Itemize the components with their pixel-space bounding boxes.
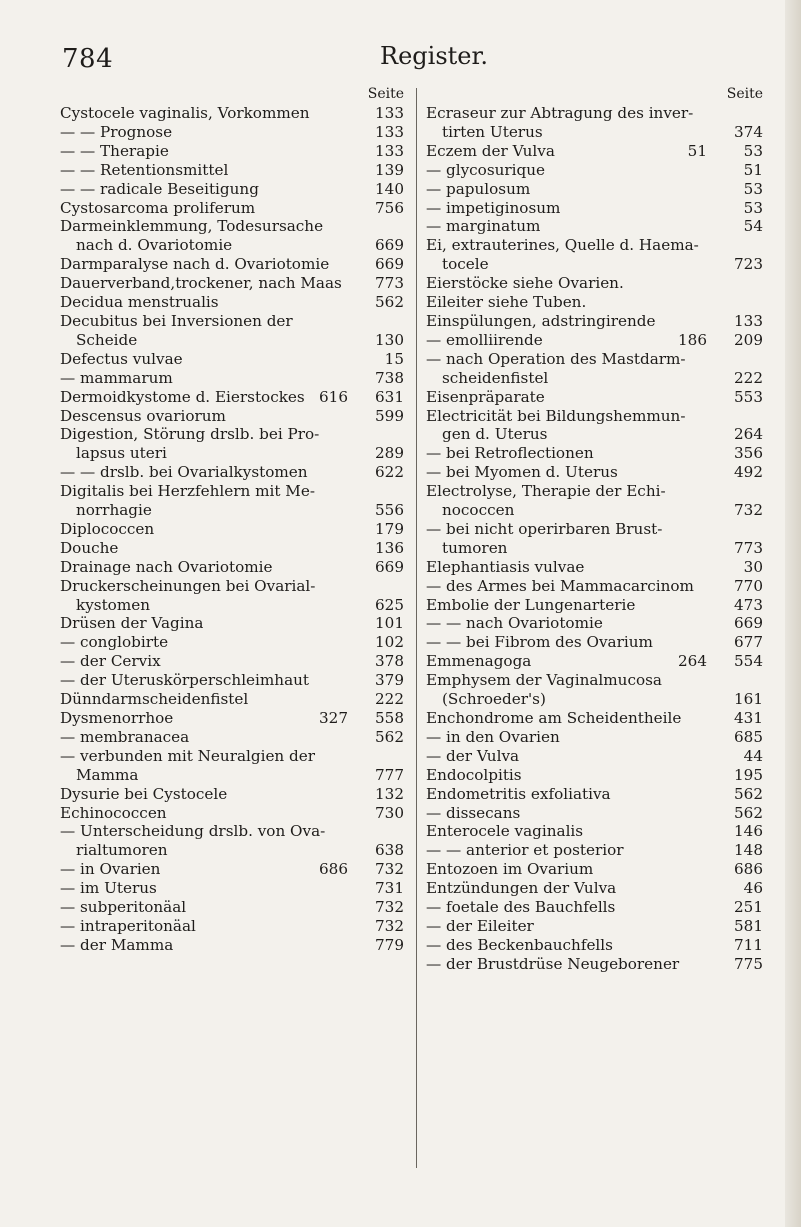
index-entry	[60, 199, 404, 218]
index-entry	[60, 312, 404, 350]
page-ref: 562	[375, 727, 404, 746]
index-term: Elephantiasis vulvae	[426, 557, 585, 576]
page-ref: 685	[734, 727, 763, 746]
index-term: Cystosarcoma proliferum	[60, 198, 256, 217]
index-entry	[60, 936, 404, 955]
index-entry	[60, 671, 404, 690]
page-ref: 140	[375, 179, 404, 198]
page-ref: 133	[375, 104, 404, 122]
index-entry	[60, 217, 404, 255]
index-term-continuation: gen d. Uterus	[442, 425, 548, 444]
index-term: Emphysem der Vaginalmucosa	[426, 671, 662, 690]
index-entry	[426, 199, 763, 218]
index-term: — — Therapie	[60, 141, 169, 160]
index-entry	[60, 274, 404, 293]
index-term: — — Prognose	[60, 122, 173, 141]
page-ref: 53	[743, 179, 763, 198]
index-entry	[426, 558, 763, 577]
index-term: — des Armes bei Mammacarcinom	[426, 576, 694, 595]
index-term: Druckerscheinungen bei Ovarial-	[60, 576, 316, 595]
page-ref: 136	[375, 538, 404, 557]
index-term: Emmenagoga	[426, 652, 532, 671]
index-term: Dermoidkystome d. Eierstockes	[60, 387, 305, 406]
index-entry	[60, 142, 404, 161]
index-entry	[426, 312, 763, 331]
index-entry	[60, 255, 404, 274]
page-ref: 222	[734, 368, 763, 387]
index-entry	[426, 614, 763, 633]
index-term: Ei, extrauterines, Quelle d. Haema-	[426, 236, 699, 255]
page-ref: 669	[375, 236, 404, 255]
index-entry	[60, 123, 404, 142]
page-ref: 209	[734, 330, 763, 349]
index-term: — mammarum	[60, 368, 173, 387]
page-ref: 599	[375, 406, 404, 425]
index-entry	[426, 161, 763, 180]
page-ref: 756	[375, 198, 404, 217]
page-ref: 732	[375, 860, 404, 879]
page-ref: 130	[375, 330, 404, 349]
index-entry	[426, 142, 763, 161]
page-ref: 289	[375, 444, 404, 463]
index-term: Defectus vulvae	[60, 349, 183, 368]
index-entry	[426, 274, 763, 293]
page-ref: 374	[734, 122, 763, 141]
page-ref: 222	[375, 690, 404, 709]
index-entry	[60, 879, 404, 898]
page-ref: 732	[375, 916, 404, 935]
page-edge	[785, 0, 801, 1227]
index-term: — nach Operation des Mastdarm-	[426, 349, 686, 368]
page-ref: 732	[734, 501, 763, 520]
index-term: — der Vulva	[426, 746, 520, 765]
index-term: — verbunden mit Neuralgien der	[60, 746, 316, 765]
index-entry	[60, 917, 404, 936]
index-entry	[60, 539, 404, 558]
index-entry	[426, 936, 763, 955]
index-entry	[60, 293, 404, 312]
page-ref: 738	[375, 368, 404, 387]
index-term: — dissecans	[426, 803, 521, 822]
index-term: — der Mamma	[60, 935, 174, 954]
page-ref-secondary: 686	[319, 860, 348, 879]
page-ref: 562	[375, 293, 404, 312]
index-term: Dünndarmscheidenfistel	[60, 690, 249, 709]
page-ref: 770	[734, 576, 763, 595]
index-entry	[60, 463, 404, 482]
index-term: — glycosurique	[426, 160, 546, 179]
page-ref: 669	[734, 614, 763, 633]
page-ref: 379	[375, 671, 404, 690]
right-column	[426, 84, 763, 974]
index-entry	[426, 709, 763, 728]
index-entry	[60, 747, 404, 785]
page-ref: 195	[734, 765, 763, 784]
index-term: Douche	[60, 538, 119, 557]
index-entry	[426, 520, 763, 558]
index-entry	[426, 766, 763, 785]
page-ref: 773	[375, 274, 404, 293]
page-ref: 686	[734, 860, 763, 879]
index-term: — bei nicht operirbaren Brust-	[426, 519, 663, 538]
index-entry	[426, 350, 763, 388]
index-term-continuation: norrhagie	[76, 501, 152, 520]
page-ref: 139	[375, 160, 404, 179]
index-term: — in Ovarien	[60, 860, 161, 879]
page-ref-secondary: 51	[687, 141, 707, 160]
index-term: Eczem der Vulva	[426, 141, 555, 160]
index-entry	[60, 728, 404, 747]
index-term: Endometritis exfoliativa	[426, 784, 611, 803]
index-term: Entozoen im Ovarium	[426, 860, 594, 879]
page-ref: 431	[734, 709, 763, 727]
page-ref: 777	[375, 765, 404, 784]
index-entry	[426, 898, 763, 917]
index-entry	[426, 482, 763, 520]
page-ref: 553	[734, 387, 763, 406]
column-divider	[416, 88, 417, 1168]
page-ref: 473	[734, 595, 763, 614]
index-term: — der Brustdrüse Neugeborener	[426, 954, 680, 973]
index-entry	[426, 747, 763, 766]
index-term: — — anterior et posterior	[426, 841, 624, 860]
index-term: — membranacea	[60, 727, 190, 746]
page-ref: 51	[743, 160, 763, 179]
page-ref: 161	[734, 690, 763, 709]
index-term-continuation: lapsus uteri	[76, 444, 167, 463]
page-ref: 556	[375, 501, 404, 520]
index-entry	[60, 482, 404, 520]
index-term: Enchondrome am Scheidentheile	[426, 709, 682, 727]
page-ref: 562	[734, 803, 763, 822]
index-entry	[60, 161, 404, 180]
index-entry	[426, 388, 763, 407]
index-entry	[60, 577, 404, 615]
page-number: 784	[62, 44, 114, 74]
column-header: Seite	[726, 86, 763, 102]
page-ref: 251	[734, 898, 763, 917]
index-entry	[60, 633, 404, 652]
index-term: — intraperitonäal	[60, 916, 196, 935]
index-entry	[426, 879, 763, 898]
index-entry	[60, 407, 404, 426]
index-entry	[60, 388, 404, 407]
index-term: — impetiginosum	[426, 198, 561, 217]
index-entry	[60, 425, 404, 463]
index-term: — — bei Fibrom des Ovarium	[426, 633, 653, 652]
left-column	[60, 84, 404, 955]
index-entry	[426, 236, 763, 274]
page-ref: 492	[734, 463, 763, 482]
index-term-continuation: tumoren	[442, 538, 508, 557]
index-entry	[60, 104, 404, 123]
index-entry	[60, 804, 404, 823]
index-term-continuation: scheidenfistel	[442, 368, 549, 387]
index-term: Embolie der Lungenarterie	[426, 595, 636, 614]
index-entry	[426, 331, 763, 350]
page-ref: 775	[734, 954, 763, 973]
index-term: — im Uterus	[60, 879, 157, 898]
index-entry	[426, 577, 763, 596]
index-entry	[426, 596, 763, 615]
index-entry	[426, 104, 763, 142]
page-ref: 773	[734, 538, 763, 557]
index-term-continuation: rialtumoren	[76, 841, 168, 860]
index-entry	[60, 520, 404, 539]
page-ref: 146	[734, 822, 763, 841]
index-term: Einspülungen, adstringirende	[426, 311, 656, 330]
index-term: — emolliirende	[426, 330, 543, 349]
index-term: Darmparalyse nach d. Ovariotomie	[60, 255, 330, 274]
index-term: Electricität bei Bildungshemmun-	[426, 406, 686, 425]
index-term: Enterocele vaginalis	[426, 822, 584, 841]
index-term: Drüsen der Vagina	[60, 614, 204, 633]
index-entry	[426, 804, 763, 823]
index-term: Digitalis bei Herzfehlern mit Me-	[60, 482, 315, 501]
index-term: — der Cervix	[60, 652, 161, 671]
index-entry	[426, 217, 763, 236]
index-entry	[426, 652, 763, 671]
index-term: Diplococcen	[60, 519, 155, 538]
index-entry	[60, 558, 404, 577]
page-ref: 677	[734, 633, 763, 652]
page-ref: 30	[743, 557, 763, 576]
index-entry	[60, 785, 404, 804]
index-term-continuation: (Schroeder's)	[442, 690, 546, 709]
index-term: — — nach Ovariotomie	[426, 614, 603, 633]
index-term: Digestion, Störung drslb. bei Pro-	[60, 425, 320, 444]
index-term-continuation: kystomen	[76, 595, 150, 614]
page-ref: 581	[734, 916, 763, 935]
page-ref: 622	[375, 463, 404, 482]
index-entry	[60, 614, 404, 633]
page-ref: 625	[375, 595, 404, 614]
page-ref: 133	[734, 311, 763, 330]
index-entry	[426, 841, 763, 860]
page-ref: 53	[743, 198, 763, 217]
page-ref: 732	[375, 898, 404, 917]
index-term-continuation: nach d. Ovariotomie	[76, 236, 233, 255]
page-ref: 53	[743, 141, 763, 160]
page-ref: 638	[375, 841, 404, 860]
index-term: Decubitus bei Inversionen der	[60, 311, 293, 330]
index-term: Dysmenorrhoe	[60, 709, 174, 727]
page-ref: 669	[375, 557, 404, 576]
page-ref-secondary: 327	[319, 709, 348, 727]
index-entry	[60, 822, 404, 860]
index-entry	[426, 728, 763, 747]
page-ref: 148	[734, 841, 763, 860]
index-term: — papulosum	[426, 179, 531, 198]
page-ref: 264	[734, 425, 763, 444]
index-term: Ecraseur zur Abtragung des inver-	[426, 104, 694, 122]
page-ref: 102	[375, 633, 404, 652]
page-ref: 779	[375, 935, 404, 954]
index-entry	[426, 444, 763, 463]
index-entry	[426, 860, 763, 879]
page-ref: 378	[375, 652, 404, 671]
index-entry	[60, 369, 404, 388]
page-ref: 631	[375, 387, 404, 406]
index-entry	[426, 180, 763, 199]
page-ref: 723	[734, 255, 763, 274]
page-ref: 730	[375, 803, 404, 822]
page-ref-secondary: 264	[678, 652, 707, 671]
index-entry	[426, 293, 763, 312]
index-entry	[426, 785, 763, 804]
page-ref-secondary: 186	[678, 330, 707, 349]
running-head: Register.	[380, 42, 488, 70]
index-term: — marginatum	[426, 217, 541, 236]
index-term-continuation: tocele	[442, 255, 489, 274]
index-entry	[426, 671, 763, 709]
index-term: Endocolpitis	[426, 765, 522, 784]
page-ref: 562	[734, 784, 763, 803]
index-term: Dauerverband,trockener, nach Maas	[60, 274, 342, 293]
index-term: Eierstöcke siehe Ovarien.	[426, 274, 624, 293]
page-ref: 558	[375, 709, 404, 727]
page-ref: 54	[743, 217, 763, 236]
index-term: — der Uteruskörperschleimhaut	[60, 671, 310, 690]
page-ref: 711	[734, 935, 763, 954]
page-ref: 15	[384, 349, 404, 368]
index-term: Electrolyse, Therapie der Echi-	[426, 482, 666, 501]
index-term: — — drslb. bei Ovarialkystomen	[60, 463, 308, 482]
index-entry	[60, 652, 404, 671]
index-term: — foetale des Bauchfells	[426, 898, 616, 917]
index-term: — in den Ovarien	[426, 727, 560, 746]
index-term-continuation: Scheide	[76, 330, 138, 349]
page-ref: 669	[375, 255, 404, 274]
page-ref: 179	[375, 519, 404, 538]
index-entry	[60, 860, 404, 879]
page-ref: 101	[375, 614, 404, 633]
page-ref: 356	[734, 444, 763, 463]
index-term: — bei Retroflectionen	[426, 444, 594, 463]
index-entry	[60, 709, 404, 728]
index-term: Eileiter siehe Tuben.	[426, 293, 587, 312]
index-entry	[426, 407, 763, 445]
index-entry	[60, 898, 404, 917]
index-term: — conglobirte	[60, 633, 169, 652]
index-entry	[60, 180, 404, 199]
index-term: Descensus ovariorum	[60, 406, 226, 425]
page-ref: 554	[734, 652, 763, 671]
index-term: — subperitonäal	[60, 898, 187, 917]
index-term: Cystocele vaginalis, Vorkommen	[60, 104, 310, 122]
index-entry	[426, 822, 763, 841]
page-ref: 46	[743, 879, 763, 898]
index-term: — bei Myomen d. Uterus	[426, 463, 618, 482]
page-ref-secondary: 616	[319, 387, 348, 406]
page-ref: 132	[375, 784, 404, 803]
index-entry	[60, 690, 404, 709]
page-ref: 44	[743, 746, 763, 765]
index-term: Entzündungen der Vulva	[426, 879, 617, 898]
index-term-continuation: tirten Uterus	[442, 122, 543, 141]
index-term: Dysurie bei Cystocele	[60, 784, 228, 803]
index-term-continuation: nococcen	[442, 501, 515, 520]
index-term: Drainage nach Ovariotomie	[60, 557, 273, 576]
index-term: — — radicale Beseitigung	[60, 179, 259, 198]
index-entry	[426, 463, 763, 482]
index-term: — — Retentionsmittel	[60, 160, 229, 179]
index-term: Echinococcen	[60, 803, 167, 822]
index-term: Darmeinklemmung, Todesursache	[60, 217, 324, 236]
index-entry	[60, 350, 404, 369]
index-entry	[426, 955, 763, 974]
index-term: Eisenpräparate	[426, 387, 545, 406]
index-entry	[426, 633, 763, 652]
index-term: — des Beckenbauchfells	[426, 935, 613, 954]
index-term-continuation: Mamma	[76, 765, 139, 784]
index-term: Decidua menstrualis	[60, 293, 219, 312]
page-ref: 133	[375, 122, 404, 141]
index-term: — Unterscheidung drslb. von Ova-	[60, 822, 326, 841]
column-header: Seite	[367, 86, 404, 102]
index-entry	[426, 917, 763, 936]
page-ref: 731	[375, 879, 404, 898]
page-ref: 133	[375, 141, 404, 160]
index-term: — der Eileiter	[426, 916, 534, 935]
